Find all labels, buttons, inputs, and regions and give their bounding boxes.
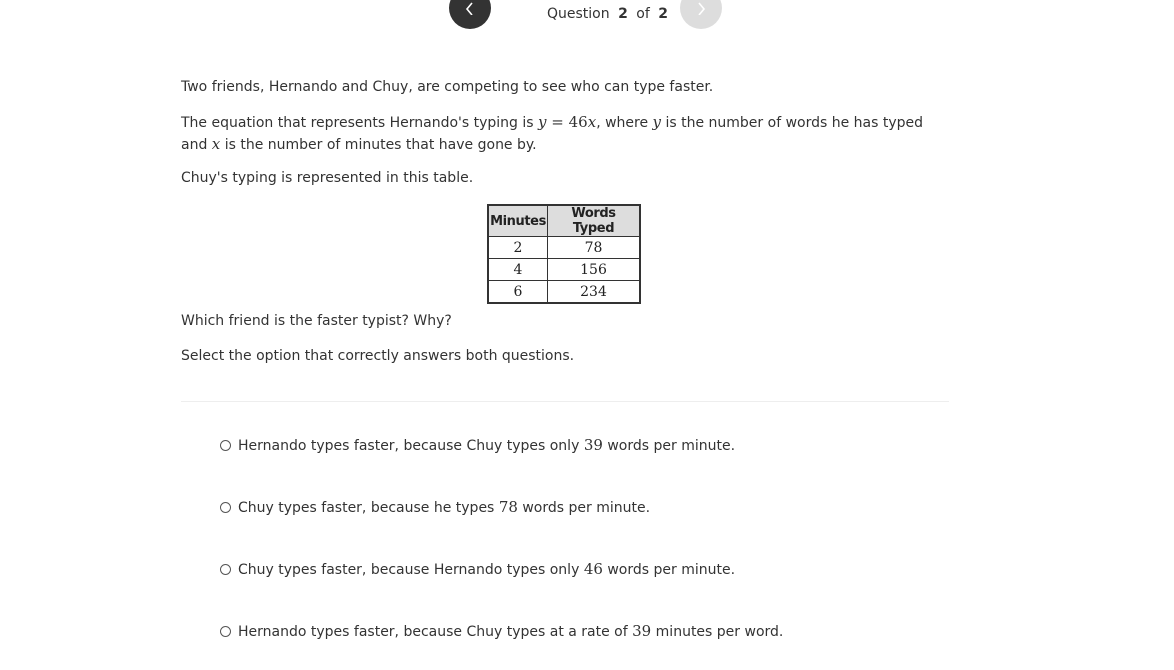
chevron-left-icon [463, 1, 477, 15]
stem-paragraph-question: Which friend is the faster typist? Why? [181, 313, 452, 329]
answer-option-label [238, 622, 783, 640]
option-number: 39 [632, 622, 652, 640]
option-text-post: words per minute. [602, 562, 736, 578]
option-text-post: minutes per word. [651, 624, 784, 640]
table-header-minutes: Minutes [488, 205, 548, 237]
variable-x: x [211, 135, 221, 153]
answer-option-label [238, 436, 735, 454]
equation-text-c: is the number of words he has typed and [181, 115, 924, 153]
section-divider [181, 401, 949, 402]
answer-option-1[interactable] [220, 436, 735, 454]
stem-paragraph-equation [181, 112, 949, 156]
table-cell-minutes: 6 [488, 281, 548, 304]
equation-var-y: y [538, 113, 547, 131]
question-counter [491, 0, 680, 29]
variable-y: y [652, 113, 662, 131]
table-cell-words: 78 [548, 237, 641, 259]
stem-paragraph-instruction: Select the option that correctly answers both questions. [181, 348, 575, 364]
table-cell-minutes: 2 [488, 237, 548, 259]
option-text-pre: Chuy types faster, because he types [238, 500, 499, 516]
option-text-post: words per minute. [602, 438, 736, 454]
table-row [488, 281, 640, 304]
total-questions-number: 2 [658, 6, 668, 22]
option-text-pre: Hernando types faster, because Chuy types only [238, 438, 584, 454]
chuy-typing-table [487, 204, 641, 304]
radio-button[interactable] [220, 502, 231, 513]
stem-paragraph-table-intro: Chuy's typing is represented in this table. [181, 170, 474, 186]
radio-button[interactable] [220, 440, 231, 451]
table-header-row [488, 205, 640, 237]
answer-option-label [238, 498, 650, 516]
answer-option-3[interactable] [220, 560, 735, 578]
of-word: of [636, 6, 650, 22]
question-word: Question [547, 6, 610, 22]
previous-question-button[interactable] [449, 0, 491, 29]
equation-text-d: is the number of minutes that have gone by. [220, 137, 537, 153]
option-text-post: words per minute. [517, 500, 651, 516]
equation-var-x: x [587, 113, 597, 131]
table-header-words-typed: Words Typed [548, 205, 641, 237]
stem-paragraph-intro: Two friends, Hernando and Chuy, are competing to see who can type faster. [181, 79, 714, 95]
radio-button[interactable] [220, 626, 231, 637]
option-number: 78 [498, 498, 518, 516]
table-cell-words: 156 [548, 259, 641, 281]
table-cell-minutes: 4 [488, 259, 548, 281]
option-text-pre: Chuy types faster, because Hernando types only [238, 562, 584, 578]
answer-option-label [238, 560, 735, 578]
question-navigation [449, 0, 722, 29]
table-cell-words: 234 [548, 281, 641, 304]
table-row [488, 237, 640, 259]
current-question-number: 2 [618, 6, 628, 22]
equation-text-b: , where [596, 115, 653, 131]
equation-text-a: The equation that represents Hernando's typing is [181, 115, 539, 131]
option-number: 39 [583, 436, 603, 454]
option-text-pre: Hernando types faster, because Chuy types at a rate of [238, 624, 633, 640]
answer-option-4[interactable] [220, 622, 783, 640]
next-question-button[interactable] [680, 0, 722, 29]
table-row [488, 259, 640, 281]
equation-math [538, 113, 596, 131]
equation-mid: = 46 [546, 113, 588, 131]
option-number: 46 [583, 560, 603, 578]
chevron-right-icon [694, 1, 708, 15]
answer-option-2[interactable] [220, 498, 650, 516]
radio-button[interactable] [220, 564, 231, 575]
